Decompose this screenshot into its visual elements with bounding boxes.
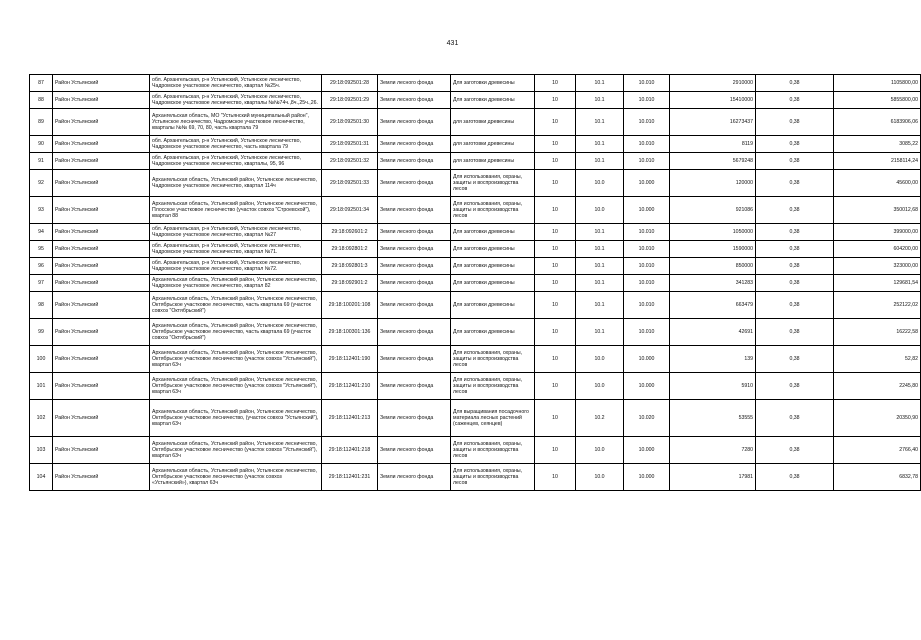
area-cell: 5910 — [670, 373, 756, 400]
code-subgroup-cell: 10.0 — [576, 464, 624, 491]
address-cell: обл. Архангельская, р-н Устьянский, Устьянское лесничество, Чадромское участковое лесничество, квартал №25ч. — [150, 75, 322, 92]
area-cell: 139 — [670, 346, 756, 373]
land-category-cell: Земли лесного фонда — [378, 224, 451, 241]
address-cell: Архангельская область, МО "Устьянский муниципальный район", Устьянское лесничество, Чадромское участковое лесничество, кварталы №№ 69, 70, 80, часть квартала 79 — [150, 109, 322, 136]
district-cell: Район Устьянский — [53, 464, 150, 491]
rate-cell: 0,38 — [756, 275, 834, 292]
code-cell: 10.000 — [624, 346, 670, 373]
row-number: 95 — [30, 241, 53, 258]
address-cell: Архангельская область, Устьянский район, Устьянское лесничество, Октябрьское участковое лесничество, (участок совхоз "Устьянский"), квартал 63ч — [150, 400, 322, 437]
district-cell: Район Устьянский — [53, 292, 150, 319]
district-cell: Район Устьянский — [53, 275, 150, 292]
code-cell: 10.010 — [624, 224, 670, 241]
land-category-cell: Земли лесного фонда — [378, 373, 451, 400]
permitted-use-cell: Для использования, охраны, защиты и воспроизводства лесов — [451, 197, 535, 224]
code-group-cell: 10 — [535, 197, 576, 224]
cadastral-value-cell: 350012,68 — [834, 197, 921, 224]
land-category-cell: Земли лесного фонда — [378, 464, 451, 491]
rate-cell: 0,38 — [756, 400, 834, 437]
cadastral-number-cell: 29:18:092801:3 — [322, 258, 378, 275]
table-row — [30, 292, 921, 319]
cadastral-number-cell: 29:18:092901:2 — [322, 275, 378, 292]
code-cell: 10.010 — [624, 75, 670, 92]
permitted-use-cell: Для заготовки древесины — [451, 241, 535, 258]
code-subgroup-cell: 10.0 — [576, 437, 624, 464]
permitted-use-cell: для заготовки древесины — [451, 153, 535, 170]
permitted-use-cell: для заготовки древесины — [451, 109, 535, 136]
land-category-cell: Земли лесного фонда — [378, 109, 451, 136]
permitted-use-cell: Для выращивания посадочного материала лесных растений (саженцев, сеянцев) — [451, 400, 535, 437]
code-subgroup-cell: 10.1 — [576, 92, 624, 109]
address-cell: Архангельская область, Устьянский район, Устьянское лесничество, Октябрьское участковое лесничество (участок совхоз "Устьянский"), квартал 63ч — [150, 373, 322, 400]
district-cell: Район Устьянский — [53, 319, 150, 346]
district-cell: Район Устьянский — [53, 373, 150, 400]
cadastral-value-cell: 20350,90 — [834, 400, 921, 437]
table-row — [30, 258, 921, 275]
address-cell: Архангельская область, Устьянский район, Устьянское лесничество, Октябрьское участковое лесничество (участок совхоз «Устьянский»), квартал 63ч — [150, 464, 322, 491]
land-category-cell: Земли лесного фонда — [378, 170, 451, 197]
area-cell: 53555 — [670, 400, 756, 437]
table-row — [30, 400, 921, 437]
page-number: 431 — [446, 40, 459, 47]
cadastral-value-cell: 6832,78 — [834, 464, 921, 491]
land-category-cell: Земли лесного фонда — [378, 197, 451, 224]
code-group-cell: 10 — [535, 241, 576, 258]
land-registry-table — [29, 74, 921, 491]
cadastral-value-cell: 2766,40 — [834, 437, 921, 464]
code-group-cell: 10 — [535, 92, 576, 109]
cadastral-number-cell: 29:18:112401:218 — [322, 437, 378, 464]
code-group-cell: 10 — [535, 258, 576, 275]
code-group-cell: 10 — [535, 153, 576, 170]
code-group-cell: 10 — [535, 373, 576, 400]
land-category-cell: Земли лесного фонда — [378, 241, 451, 258]
table-row — [30, 373, 921, 400]
row-number: 104 — [30, 464, 53, 491]
land-category-cell: Земли лесного фонда — [378, 258, 451, 275]
rate-cell: 0,38 — [756, 437, 834, 464]
cadastral-number-cell: 29:18:092501:32 — [322, 153, 378, 170]
table-row — [30, 319, 921, 346]
code-cell: 10.010 — [624, 258, 670, 275]
rate-cell: 0,38 — [756, 224, 834, 241]
area-cell: 1590000 — [670, 241, 756, 258]
address-cell: Архангельская область, Устьянский район, Устьянское лесничество, Чадромское участковое лесничество, квартал 114ч — [150, 170, 322, 197]
permitted-use-cell: Для заготовки древесины — [451, 292, 535, 319]
land-category-cell: Земли лесного фонда — [378, 153, 451, 170]
code-subgroup-cell: 10.1 — [576, 258, 624, 275]
row-number: 96 — [30, 258, 53, 275]
code-group-cell: 10 — [535, 437, 576, 464]
row-number: 100 — [30, 346, 53, 373]
district-cell: Район Устьянский — [53, 197, 150, 224]
district-cell: Район Устьянский — [53, 153, 150, 170]
cadastral-value-cell: 604200,00 — [834, 241, 921, 258]
code-group-cell: 10 — [535, 292, 576, 319]
table-row — [30, 170, 921, 197]
rate-cell: 0,38 — [756, 75, 834, 92]
cadastral-number-cell: 29:18:112401:231 — [322, 464, 378, 491]
rate-cell: 0,38 — [756, 346, 834, 373]
cadastral-value-cell: 5855800,00 — [834, 92, 921, 109]
permitted-use-cell: Для использования, охраны, защиты и воспроизводства лесов — [451, 373, 535, 400]
code-cell: 10.010 — [624, 275, 670, 292]
area-cell: 15410000 — [670, 92, 756, 109]
code-subgroup-cell: 10.1 — [576, 319, 624, 346]
cadastral-number-cell: 29:18:100301:136 — [322, 319, 378, 346]
permitted-use-cell: Для заготовки древесины — [451, 258, 535, 275]
cadastral-value-cell: 399000,00 — [834, 224, 921, 241]
district-cell: Район Устьянский — [53, 400, 150, 437]
table-row — [30, 109, 921, 136]
district-cell: Район Устьянский — [53, 136, 150, 153]
row-number: 94 — [30, 224, 53, 241]
code-subgroup-cell: 10.1 — [576, 275, 624, 292]
cadastral-value-cell: 2158114,24 — [834, 153, 921, 170]
table-row — [30, 241, 921, 258]
land-category-cell: Земли лесного фонда — [378, 75, 451, 92]
cadastral-number-cell: 29:18:112401:213 — [322, 400, 378, 437]
code-subgroup-cell: 10.1 — [576, 109, 624, 136]
area-cell: 8119 — [670, 136, 756, 153]
cadastral-value-cell: 6183906,06 — [834, 109, 921, 136]
district-cell: Район Устьянский — [53, 170, 150, 197]
area-cell: 663479 — [670, 292, 756, 319]
table-row — [30, 197, 921, 224]
row-number: 97 — [30, 275, 53, 292]
area-cell: 17981 — [670, 464, 756, 491]
row-number: 102 — [30, 400, 53, 437]
cadastral-value-cell: 323000,00 — [834, 258, 921, 275]
row-number: 103 — [30, 437, 53, 464]
row-number: 101 — [30, 373, 53, 400]
rate-cell: 0,38 — [756, 153, 834, 170]
rate-cell: 0,38 — [756, 92, 834, 109]
table-body — [30, 75, 921, 491]
area-cell: 921086 — [670, 197, 756, 224]
code-cell: 10.000 — [624, 373, 670, 400]
address-cell: обл. Архангельская, р-н Устьянский, Устьянское лесничество, Чадромское участковое лесничество, часть квартала 79 — [150, 136, 322, 153]
district-cell: Район Устьянский — [53, 437, 150, 464]
permitted-use-cell: Для использования, охраны, защиты и воспроизводства лесов — [451, 346, 535, 373]
address-cell: обл. Архангельская, р-н Устьянский, Устьянское лесничество, Чадромское участковое лесничество, квартал №71. — [150, 241, 322, 258]
permitted-use-cell: Для заготовки древесины — [451, 224, 535, 241]
address-cell: Архангельская область, Устьянский район, Устьянское лесничество, Октябрьское участковое лесничество (участок совхоз "Устьянский"), квартал 63ч — [150, 346, 322, 373]
table-row — [30, 464, 921, 491]
address-cell: обл. Архангельская, р-н Устьянский, Устьянское лесничество, Чадромское участковое лесничество, квартал №72. — [150, 258, 322, 275]
row-number: 99 — [30, 319, 53, 346]
code-group-cell: 10 — [535, 346, 576, 373]
code-subgroup-cell: 10.0 — [576, 197, 624, 224]
permitted-use-cell: Для использования, охраны, защиты и воспроизводства лесов — [451, 464, 535, 491]
rate-cell: 0,38 — [756, 109, 834, 136]
district-cell: Район Устьянский — [53, 258, 150, 275]
area-cell: 850000 — [670, 258, 756, 275]
cadastral-number-cell: 29:18:092501:28 — [322, 75, 378, 92]
code-subgroup-cell: 10.1 — [576, 153, 624, 170]
permitted-use-cell: Для заготовки древесины — [451, 319, 535, 346]
code-group-cell: 10 — [535, 319, 576, 346]
code-subgroup-cell: 10.1 — [576, 241, 624, 258]
row-number: 98 — [30, 292, 53, 319]
row-number: 90 — [30, 136, 53, 153]
cadastral-number-cell: 29:18:092501:30 — [322, 109, 378, 136]
cadastral-number-cell: 29:18:092801:2 — [322, 241, 378, 258]
table-row — [30, 136, 921, 153]
table-row — [30, 346, 921, 373]
cadastral-number-cell: 29:18:092601:2 — [322, 224, 378, 241]
area-cell: 16273437 — [670, 109, 756, 136]
cadastral-value-cell: 2245,80 — [834, 373, 921, 400]
cadastral-value-cell: 45600,00 — [834, 170, 921, 197]
code-cell: 10.010 — [624, 153, 670, 170]
cadastral-number-cell: 29:18:100201:108 — [322, 292, 378, 319]
land-category-cell: Земли лесного фонда — [378, 437, 451, 464]
code-cell: 10.000 — [624, 464, 670, 491]
code-subgroup-cell: 10.1 — [576, 136, 624, 153]
code-subgroup-cell: 10.0 — [576, 373, 624, 400]
table-row — [30, 153, 921, 170]
district-cell: Район Устьянский — [53, 92, 150, 109]
land-category-cell: Земли лесного фонда — [378, 136, 451, 153]
address-cell: Архангельская область, Устьянский район, Устьянское лесничество, Октябрьское участковое лесничество, часть квартала 69 (участок совхоз "Октябрьский") — [150, 292, 322, 319]
code-subgroup-cell: 10.1 — [576, 75, 624, 92]
code-cell: 10.010 — [624, 136, 670, 153]
area-cell: 2910000 — [670, 75, 756, 92]
code-cell: 10.000 — [624, 437, 670, 464]
code-cell: 10.010 — [624, 241, 670, 258]
land-category-cell: Земли лесного фонда — [378, 319, 451, 346]
code-cell: 10.010 — [624, 92, 670, 109]
row-number: 88 — [30, 92, 53, 109]
address-cell: Архангельская область, Устьянский район, Устьянское лесничество, Октябрьское участковое лесничество (участок совхоз "Устьянский"), квартал 63ч — [150, 437, 322, 464]
rate-cell: 0,38 — [756, 170, 834, 197]
district-cell: Район Устьянский — [53, 241, 150, 258]
cadastral-number-cell: 29:18:092501:34 — [322, 197, 378, 224]
address-cell: Архангельская область, Устьянский район, Устьянское лесничество, Плосское участковое лесничество (участок совхоз "Строевской"), квартал 88 — [150, 197, 322, 224]
cadastral-number-cell: 29:18:092501:33 — [322, 170, 378, 197]
area-cell: 341283 — [670, 275, 756, 292]
rate-cell: 0,38 — [756, 319, 834, 346]
area-cell: 7280 — [670, 437, 756, 464]
table-row — [30, 437, 921, 464]
rate-cell: 0,38 — [756, 464, 834, 491]
permitted-use-cell: Для использования, охраны, защиты и воспроизводства лесов — [451, 170, 535, 197]
code-group-cell: 10 — [535, 109, 576, 136]
permitted-use-cell: Для использования, охраны, защиты и воспроизводства лесов — [451, 437, 535, 464]
address-cell: обл. Архангельская, р-н Устьянский, Устьянское лесничество, Чадромское участковое лесничество, кварталы №№74ч.,8ч.,25ч.,26. — [150, 92, 322, 109]
code-cell: 10.000 — [624, 170, 670, 197]
code-subgroup-cell: 10.1 — [576, 224, 624, 241]
district-cell: Район Устьянский — [53, 346, 150, 373]
rate-cell: 0,38 — [756, 373, 834, 400]
code-group-cell: 10 — [535, 224, 576, 241]
district-cell: Район Устьянский — [53, 75, 150, 92]
code-subgroup-cell: 10.1 — [576, 292, 624, 319]
address-cell: Архангельская область, Устьянский район, Устьянское лесничество, Октябрьское участковое лесничество, часть квартала 69 (участок совхоз "Октябрьский") — [150, 319, 322, 346]
code-group-cell: 10 — [535, 275, 576, 292]
code-group-cell: 10 — [535, 75, 576, 92]
address-cell: обл. Архангельская, р-н Устьянский, Устьянское лесничество, Чадромское участковое лесничество, кварталы, 95, 96 — [150, 153, 322, 170]
cadastral-value-cell: 129681,54 — [834, 275, 921, 292]
land-category-cell: Земли лесного фонда — [378, 292, 451, 319]
cadastral-value-cell: 16222,58 — [834, 319, 921, 346]
rate-cell: 0,38 — [756, 292, 834, 319]
district-cell: Район Устьянский — [53, 109, 150, 136]
row-number: 89 — [30, 109, 53, 136]
district-cell: Район Устьянский — [53, 224, 150, 241]
cadastral-value-cell: 3085,22 — [834, 136, 921, 153]
table-row — [30, 224, 921, 241]
area-cell: 5679248 — [670, 153, 756, 170]
code-subgroup-cell: 10.0 — [576, 170, 624, 197]
cadastral-value-cell: 52,82 — [834, 346, 921, 373]
code-subgroup-cell: 10.2 — [576, 400, 624, 437]
row-number: 87 — [30, 75, 53, 92]
code-cell: 10.010 — [624, 292, 670, 319]
table-row — [30, 75, 921, 92]
row-number: 92 — [30, 170, 53, 197]
code-cell: 10.010 — [624, 319, 670, 346]
land-category-cell: Земли лесного фонда — [378, 400, 451, 437]
area-cell: 42691 — [670, 319, 756, 346]
land-category-cell: Земли лесного фонда — [378, 275, 451, 292]
rate-cell: 0,38 — [756, 258, 834, 275]
cadastral-number-cell: 29:18:112401:210 — [322, 373, 378, 400]
permitted-use-cell: Для заготовки древесины — [451, 75, 535, 92]
code-cell: 10.020 — [624, 400, 670, 437]
permitted-use-cell: для заготовки древесины — [451, 136, 535, 153]
permitted-use-cell: Для заготовки древесины — [451, 275, 535, 292]
table-row — [30, 275, 921, 292]
row-number: 93 — [30, 197, 53, 224]
table-row — [30, 92, 921, 109]
code-group-cell: 10 — [535, 400, 576, 437]
cadastral-value-cell: 1105800,00 — [834, 75, 921, 92]
area-cell: 1050000 — [670, 224, 756, 241]
code-subgroup-cell: 10.0 — [576, 346, 624, 373]
land-category-cell: Земли лесного фонда — [378, 92, 451, 109]
code-group-cell: 10 — [535, 136, 576, 153]
cadastral-value-cell: 252122,02 — [834, 292, 921, 319]
row-number: 91 — [30, 153, 53, 170]
code-cell: 10.000 — [624, 197, 670, 224]
permitted-use-cell: Для заготовки древесины — [451, 92, 535, 109]
rate-cell: 0,38 — [756, 197, 834, 224]
rate-cell: 0,38 — [756, 241, 834, 258]
address-cell: обл. Архангельская, р-н Устьянский, Устьянское лесничество, Чадромское участковое лесничество, квартал №27 — [150, 224, 322, 241]
rate-cell: 0,38 — [756, 136, 834, 153]
address-cell: Архангельская область, Устьянский район, Устьянское лесничество, Чадромское участковое лесничество, квартал 82 — [150, 275, 322, 292]
code-group-cell: 10 — [535, 170, 576, 197]
area-cell: 120000 — [670, 170, 756, 197]
cadastral-number-cell: 29:18:112401:190 — [322, 346, 378, 373]
code-group-cell: 10 — [535, 464, 576, 491]
code-cell: 10.010 — [624, 109, 670, 136]
cadastral-number-cell: 29:18:092501:29 — [322, 92, 378, 109]
cadastral-number-cell: 29:18:092501:31 — [322, 136, 378, 153]
land-category-cell: Земли лесного фонда — [378, 346, 451, 373]
